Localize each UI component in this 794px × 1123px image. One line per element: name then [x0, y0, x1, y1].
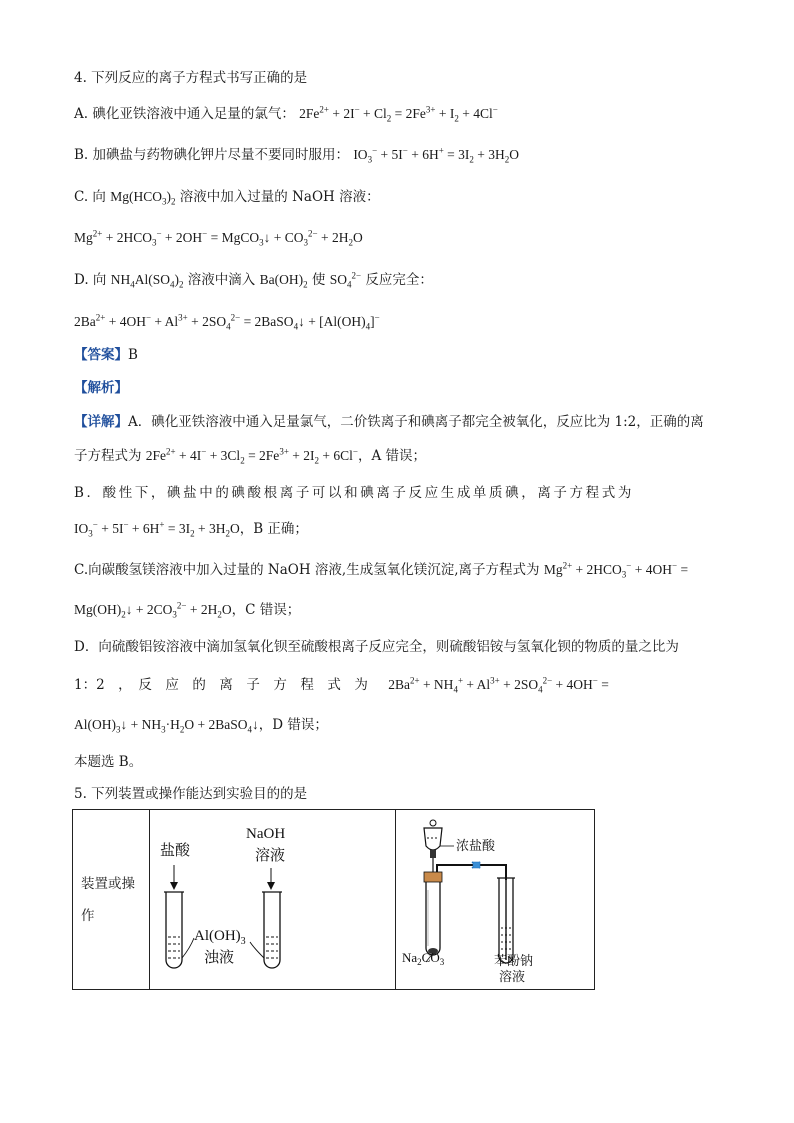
option-d-equation: $2Ba^{2+} + 4OH^- + Al^{3+} + 2SO_4^{2-}$ = 2BaSO$_4$↓ + $[Al(OH)_4]^-$	[74, 312, 380, 332]
option-a-equation: $2Fe^{2+} + 2I^- + Cl_2 = 2Fe^{3+} + I_2 + 4Cl^-$	[299, 104, 498, 124]
option-c-text: C. 向	[74, 189, 106, 205]
q5-stem: 5. 下列装置或操作能达到实验目的的是	[74, 786, 308, 802]
detail-d-line-1: D．向硫酸铝铵溶液中滴加氢氧化钡至硫酸根离子反应完全，则硫酸铝铵与氢氧化钡的物质的量之比为	[74, 639, 679, 655]
detail-d-line-2: 1：2 ， 反 应 的 离 子 方 程 式 为 $2Ba^{2+} + NH_4^+ + Al^{3+} + 2SO_4^{2-} + 4OH^-$ =	[74, 675, 609, 695]
phenolate-label-2: 溶液	[499, 969, 526, 984]
answer-value: B	[128, 347, 138, 363]
q4-stem: 4. 下列反应的离子方程式书写正确的是	[74, 70, 308, 86]
figure-cell-2	[396, 810, 595, 990]
row-label: 装置或操作	[73, 810, 150, 990]
detail-a-line-2: 子方程式为 $2Fe^{2+} + 4I^- + 3Cl_2 = 2Fe^{3+} + 2I_2 + 6Cl^-$，A 错误；	[74, 446, 426, 466]
detail-c-line-2: $Mg(OH)_2↓ + 2CO_3^{2-} + 2H_2O$，C 错误；	[74, 600, 301, 620]
phenolate-label: 苯酚钠	[494, 953, 534, 968]
detail-c-line-1: C.向碳酸氢镁溶液中加入过量的 NaOH 溶液,生成氢氧化镁沉淀,离子方程式为 $Mg^{2+} + 2HCO_3^- + 4OH^-$ =	[74, 560, 689, 580]
option-c-text-2: 溶液中加入过量的 NaOH 溶液：	[179, 189, 380, 205]
apparatus-figure	[396, 810, 594, 985]
option-b-equation: $IO_3^- + 5I^- + 6H^+ = 3I_2 + 3H_2O$	[353, 145, 520, 165]
detail-b-line-2: $IO_3^- + 5I^- + 6H^+ = 3I_2 + 3H_2O$，B 正确；	[74, 519, 308, 539]
na2co3-label: $Na_2CO_3$	[402, 950, 445, 967]
detail-d-line-3: $Al(OH)_3↓ + NH_3\cdot H_2O$ + 2BaSO$_4$↓，D 错误；	[74, 717, 328, 735]
option-d-text: D. 向	[74, 272, 107, 288]
reaction-tube	[424, 872, 442, 955]
naoh-label-2: 溶液	[255, 848, 286, 864]
aloh-label: $Al(OH)_3$	[194, 928, 246, 947]
option-c-formula: $Mg(HCO_3)_2$	[110, 189, 176, 207]
apparatus-table	[72, 809, 595, 990]
answer-tag: 【答案】	[74, 347, 128, 363]
option-a-text: A. 碘化亚铁溶液中通入足量的氯气：	[74, 106, 295, 122]
test-tubes-figure	[150, 810, 395, 985]
analysis-heading: 【解析】	[74, 380, 128, 396]
q4-option-a[interactable]	[74, 104, 498, 124]
acid-label: 盐酸	[160, 843, 191, 859]
detail-tag: 【详解】	[74, 414, 128, 430]
arrow-right-icon	[267, 868, 275, 890]
option-b-text: B. 加碘盐与药物碘化钾片尽量不要同时服用：	[74, 147, 350, 163]
test-tube-2	[262, 892, 282, 968]
test-tube-1	[164, 892, 184, 968]
answer-line	[74, 345, 138, 365]
detail-b-line-1: B．酸性下，碘盐中的碘酸根离子可以和碘离子反应生成单质碘，离子方程式为	[74, 485, 634, 501]
arrow-left-icon	[170, 865, 178, 890]
hcl-label: 浓盐酸	[456, 838, 496, 853]
option-c-equation: $Mg^{2+} + 2HCO_3^- + 2OH^-$ = MgCO$_3$↓ + $CO_3^{2-} + 2H_2O$	[74, 228, 363, 248]
turbid-label: 浊液	[204, 950, 235, 966]
q4-option-d[interactable]: D. 向 $NH_4Al(SO_4)_2$ 溶液中滴入 $Ba(OH)_2$ 使 $SO_4^{2-}$ 反应完全：	[74, 270, 433, 290]
q4-option-c[interactable]	[74, 187, 380, 207]
naoh-label: NaOH	[246, 826, 286, 842]
figure-cell-1	[150, 810, 396, 990]
q4-option-b[interactable]	[74, 145, 519, 165]
detail-a-line-1: 【详解】A．碘化亚铁溶液中通入足量氯气，二价铁离子和碘离子都完全被氧化，反应比为 1:2，正确的离	[74, 414, 704, 430]
conclusion: 本题选 B。	[74, 754, 143, 770]
option-d-formula: $NH_4Al(SO_4)_2$	[110, 272, 184, 290]
delivery-tube	[437, 862, 506, 960]
